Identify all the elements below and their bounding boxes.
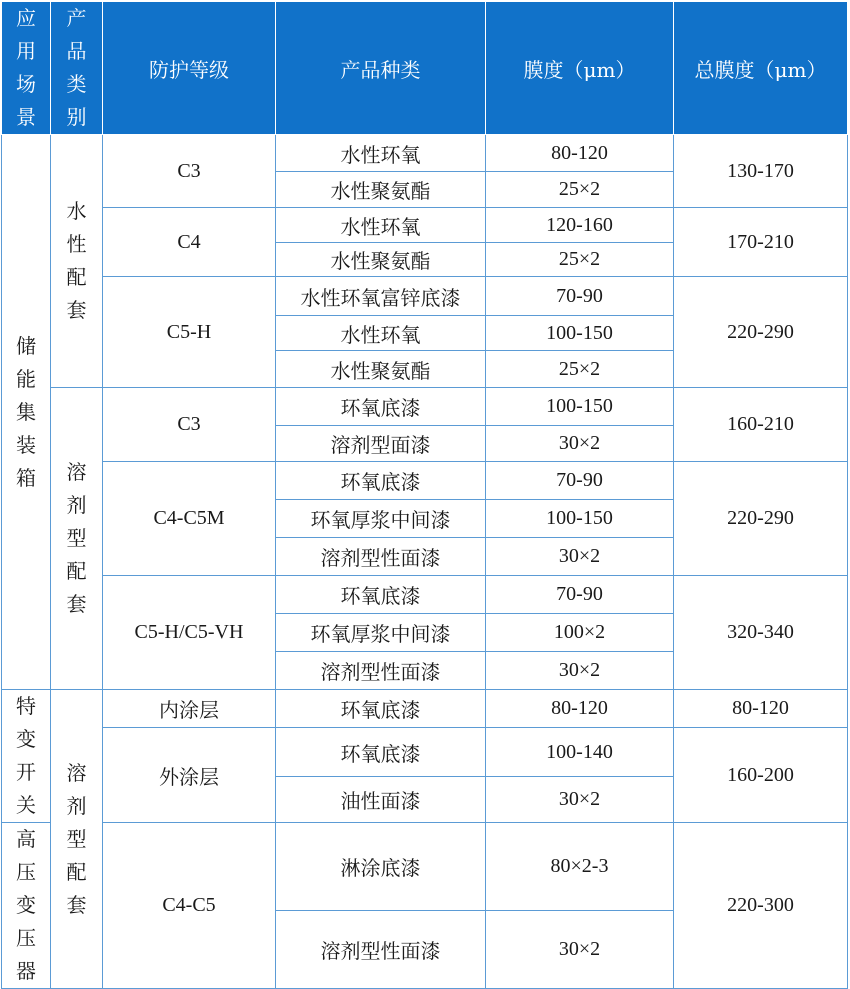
product-cell: 环氧厚浆中间漆 bbox=[276, 500, 486, 538]
product-cell: 溶剂型性面漆 bbox=[276, 538, 486, 576]
product-cell: 水性聚氨酯 bbox=[276, 172, 486, 208]
total-cell: 220-300 bbox=[674, 823, 848, 989]
total-cell: 80-120 bbox=[674, 690, 848, 728]
header-total: 总膜度（μm） bbox=[674, 2, 848, 135]
level-cell: C3 bbox=[103, 135, 276, 208]
table-row bbox=[2, 277, 848, 316]
total-cell: 320-340 bbox=[674, 576, 848, 690]
product-cell: 溶剂型面漆 bbox=[276, 426, 486, 462]
film-cell: 70-90 bbox=[486, 462, 674, 500]
header-level: 防护等级 bbox=[103, 2, 276, 135]
total-cell: 220-290 bbox=[674, 462, 848, 576]
level-cell: C5-H/C5-VH bbox=[103, 576, 276, 690]
category-solvent-2: 溶剂型配套 bbox=[51, 690, 103, 989]
film-cell: 30×2 bbox=[486, 910, 674, 988]
level-cell: C4-C5 bbox=[103, 823, 276, 989]
level-cell: 内涂层 bbox=[103, 690, 276, 728]
level-cell: C5-H bbox=[103, 277, 276, 388]
film-cell: 25×2 bbox=[486, 351, 674, 388]
product-cell: 溶剂型性面漆 bbox=[276, 910, 486, 988]
product-cell: 环氧底漆 bbox=[276, 690, 486, 728]
level-cell: C4-C5M bbox=[103, 462, 276, 576]
table-row bbox=[2, 823, 848, 911]
film-cell: 80×2-3 bbox=[486, 823, 674, 911]
table-row bbox=[2, 690, 848, 728]
header-scene: 应用场景 bbox=[2, 2, 51, 135]
film-cell: 25×2 bbox=[486, 172, 674, 208]
level-cell: C4 bbox=[103, 208, 276, 277]
film-cell: 30×2 bbox=[486, 426, 674, 462]
coating-spec-table bbox=[1, 1, 848, 989]
header-row bbox=[2, 2, 848, 135]
product-cell: 环氧底漆 bbox=[276, 728, 486, 777]
product-cell: 水性环氧 bbox=[276, 208, 486, 243]
film-cell: 30×2 bbox=[486, 652, 674, 690]
header-film: 膜度（μm） bbox=[486, 2, 674, 135]
scene-storage: 储能集装箱 bbox=[2, 135, 51, 690]
product-cell: 油性面漆 bbox=[276, 777, 486, 823]
film-cell: 100×2 bbox=[486, 614, 674, 652]
product-cell: 水性环氧 bbox=[276, 316, 486, 351]
product-cell: 环氧底漆 bbox=[276, 462, 486, 500]
total-cell: 220-290 bbox=[674, 277, 848, 388]
table-row bbox=[2, 388, 848, 426]
table-row bbox=[2, 576, 848, 614]
film-cell: 120-160 bbox=[486, 208, 674, 243]
product-cell: 水性环氧富锌底漆 bbox=[276, 277, 486, 316]
total-cell: 130-170 bbox=[674, 135, 848, 208]
product-cell: 环氧厚浆中间漆 bbox=[276, 614, 486, 652]
film-cell: 80-120 bbox=[486, 690, 674, 728]
product-cell: 溶剂型性面漆 bbox=[276, 652, 486, 690]
film-cell: 70-90 bbox=[486, 277, 674, 316]
total-cell: 160-210 bbox=[674, 388, 848, 462]
film-cell: 100-150 bbox=[486, 316, 674, 351]
product-cell: 水性环氧 bbox=[276, 135, 486, 172]
level-cell: C3 bbox=[103, 388, 276, 462]
total-cell: 170-210 bbox=[674, 208, 848, 277]
total-cell: 160-200 bbox=[674, 728, 848, 823]
film-cell: 80-120 bbox=[486, 135, 674, 172]
film-cell: 70-90 bbox=[486, 576, 674, 614]
category-water: 水性配套 bbox=[51, 135, 103, 388]
level-cell: 外涂层 bbox=[103, 728, 276, 823]
product-cell: 环氧底漆 bbox=[276, 388, 486, 426]
product-cell: 水性聚氨酯 bbox=[276, 351, 486, 388]
product-cell: 淋涂底漆 bbox=[276, 823, 486, 911]
film-cell: 30×2 bbox=[486, 538, 674, 576]
product-cell: 环氧底漆 bbox=[276, 576, 486, 614]
film-cell: 100-150 bbox=[486, 388, 674, 426]
film-cell: 30×2 bbox=[486, 777, 674, 823]
scene-hv: 高压变压器 bbox=[2, 823, 51, 989]
table-row bbox=[2, 462, 848, 500]
table-row bbox=[2, 208, 848, 243]
scene-special: 特变开关 bbox=[2, 690, 51, 823]
product-cell: 水性聚氨酯 bbox=[276, 243, 486, 277]
table-row bbox=[2, 728, 848, 777]
film-cell: 100-150 bbox=[486, 500, 674, 538]
film-cell: 25×2 bbox=[486, 243, 674, 277]
table-row bbox=[2, 135, 848, 172]
header-product: 产品种类 bbox=[276, 2, 486, 135]
header-category: 产品类别 bbox=[51, 2, 103, 135]
film-cell: 100-140 bbox=[486, 728, 674, 777]
category-solvent: 溶剂型配套 bbox=[51, 388, 103, 690]
